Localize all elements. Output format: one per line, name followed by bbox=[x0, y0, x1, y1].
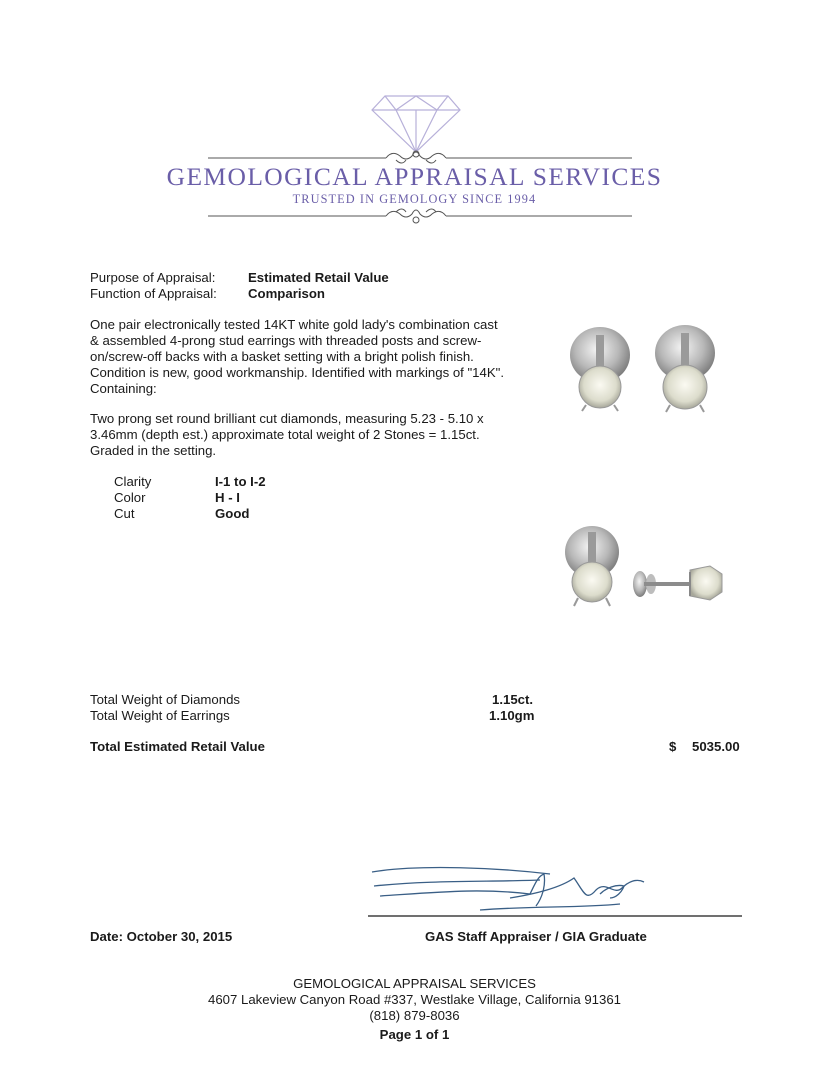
appraisal-date: Date: October 30, 2015 bbox=[90, 929, 233, 944]
footer-company: GEMOLOGICAL APPRAISAL SERVICES bbox=[293, 976, 536, 991]
flourish-ornament-icon bbox=[208, 209, 632, 223]
color-label: Color bbox=[114, 490, 146, 505]
purpose-value: Estimated Retail Value bbox=[248, 270, 389, 285]
diamond-description: Two prong set round brilliant cut diamonds, measuring 5.23 - 5.10 x 3.46mm (depth est.) approximate total weight of 2 Stones = 1.15ct. Graded in the setting. bbox=[90, 411, 484, 458]
total-earring-weight-value: 1.10gm bbox=[489, 708, 535, 723]
footer-address: 4607 Lakeview Canyon Road #337, Westlake Village, California 91361 bbox=[208, 992, 621, 1007]
company-tagline: TRUSTED IN GEMOLOGY SINCE 1994 bbox=[292, 192, 537, 206]
retail-value-label: Total Estimated Retail Value bbox=[90, 739, 265, 754]
appraiser-title: GAS Staff Appraiser / GIA Graduate bbox=[425, 929, 647, 944]
total-diamond-weight-value: 1.15ct. bbox=[492, 692, 534, 707]
clarity-label: Clarity bbox=[114, 474, 152, 489]
clarity-value: I-1 to I-2 bbox=[215, 474, 266, 489]
page-number: Page 1 of 1 bbox=[379, 1027, 450, 1042]
function-label: Function of Appraisal: bbox=[90, 286, 217, 301]
company-name: GEMOLOGICAL APPRAISAL SERVICES bbox=[166, 162, 663, 191]
diamond-outline-icon bbox=[372, 96, 460, 152]
total-diamond-weight-label: Total Weight of Diamonds bbox=[90, 692, 241, 707]
retail-value-amount: 5035.00 bbox=[692, 739, 740, 754]
purpose-label: Purpose of Appraisal: bbox=[90, 270, 216, 285]
appraiser-signature bbox=[360, 858, 750, 928]
currency-symbol: $ bbox=[669, 739, 677, 754]
total-earring-weight-label: Total Weight of Earrings bbox=[90, 708, 230, 723]
color-value: H - I bbox=[215, 490, 240, 505]
item-description: One pair electronically tested 14KT white gold lady's combination cast & assembled 4-prong stud earrings with threaded posts and screw-on/screw-off backs with a basket setting with a bright polish finish. Condition is new, good workmanship. Identified with markings of "14K". Containing: bbox=[90, 317, 504, 396]
earrings-side-photo bbox=[550, 522, 740, 612]
earrings-front-photo bbox=[560, 315, 740, 425]
cut-value: Good bbox=[215, 506, 250, 521]
function-value: Comparison bbox=[248, 286, 325, 301]
footer-phone: (818) 879-8036 bbox=[369, 1008, 460, 1023]
cut-label: Cut bbox=[114, 506, 135, 521]
